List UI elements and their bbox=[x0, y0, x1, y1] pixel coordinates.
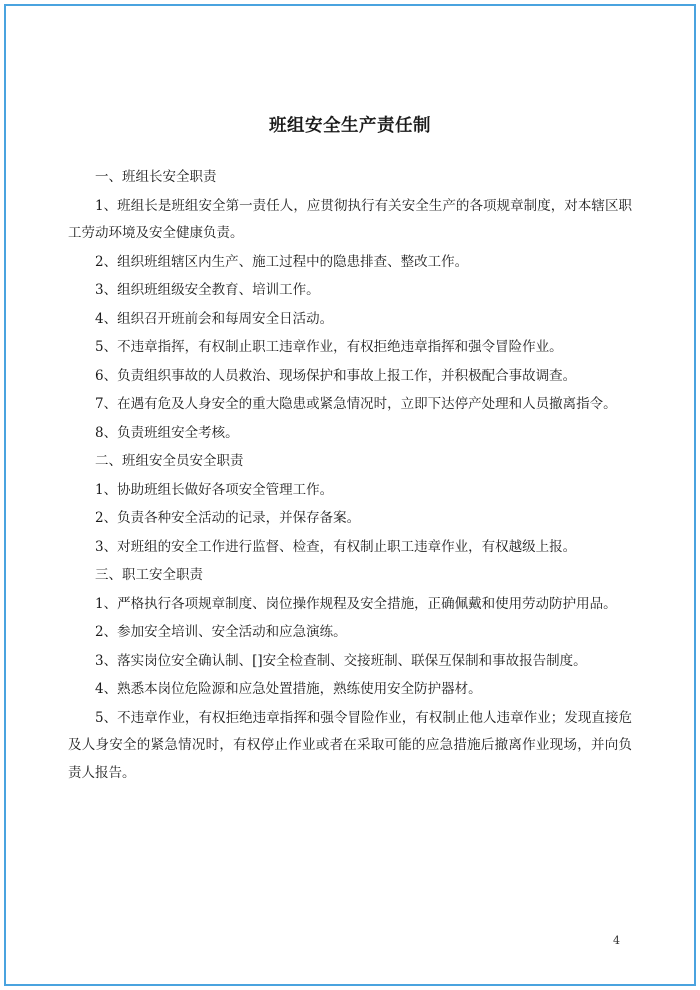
list-item: 2、参加安全培训、安全活动和应急演练。 bbox=[95, 624, 347, 640]
list-item: 5、不违章作业，有权拒绝违章指挥和强令冒险作业，有权制止他人违章作业；发现直接危及人身安全的紧急情况时，有权停止作业或者在采取可能的应急措施后撤离作业现场，并向负责人报告。 bbox=[68, 709, 632, 781]
list-item: 4、组织召开班前会和每周安全日活动。 bbox=[95, 310, 334, 327]
section-team-leader bbox=[68, 164, 632, 447]
list-item: 3、对班组的安全工作进行监督、检查，有权制止职工违章作业，有权越级上报。 bbox=[95, 538, 577, 555]
document-body bbox=[68, 112, 632, 788]
list-item: 1、班组长是班组安全第一责任人，应贯彻执行有关安全生产的各项规章制度，对本辖区职工劳动环境及安全健康负责。 bbox=[68, 197, 632, 241]
section-heading: 一、班组长安全职责 bbox=[95, 169, 217, 185]
list-item: 1、协助班组长做好各项安全管理工作。 bbox=[95, 481, 334, 498]
list-item: 6、负责组织事故的人员救治、现场保护和事故上报工作，并积极配合事故调查。 bbox=[95, 367, 577, 384]
list-item: 2、组织班组辖区内生产、施工过程中的隐患排查、整改工作。 bbox=[95, 253, 469, 270]
section-safety-officer bbox=[68, 448, 632, 561]
list-item: 4、熟悉本岗位危险源和应急处置措施，熟练使用安全防护器材。 bbox=[95, 681, 482, 697]
list-item: 7、在遇有危及人身安全的重大隐患或紧急情况时，立即下达停产处理和人员撤离指令。 bbox=[95, 396, 617, 412]
list-item: 5、不违章指挥，有权制止职工违章作业，有权拒绝违章指挥和强令冒险作业。 bbox=[95, 339, 563, 355]
document-title: 班组安全生产责任制 bbox=[269, 116, 431, 136]
list-item: 3、落实岗位安全确认制、[]安全检查制、交接班制、联保互保制和事故报告制度。 bbox=[95, 652, 587, 669]
section-heading: 三、职工安全职责 bbox=[95, 567, 203, 583]
list-item: 3、组织班组级安全教育、培训工作。 bbox=[95, 282, 320, 298]
list-item: 2、负责各种安全活动的记录，并保存备案。 bbox=[95, 510, 361, 526]
section-employee bbox=[68, 562, 632, 787]
list-item: 1、严格执行各项规章制度、岗位操作规程及安全措施，正确佩戴和使用劳动防护用品。 bbox=[95, 595, 617, 612]
page-number: 4 bbox=[613, 934, 620, 947]
section-heading: 二、班组安全员安全职责 bbox=[95, 453, 244, 469]
list-item: 8、负责班组安全考核。 bbox=[95, 424, 239, 441]
